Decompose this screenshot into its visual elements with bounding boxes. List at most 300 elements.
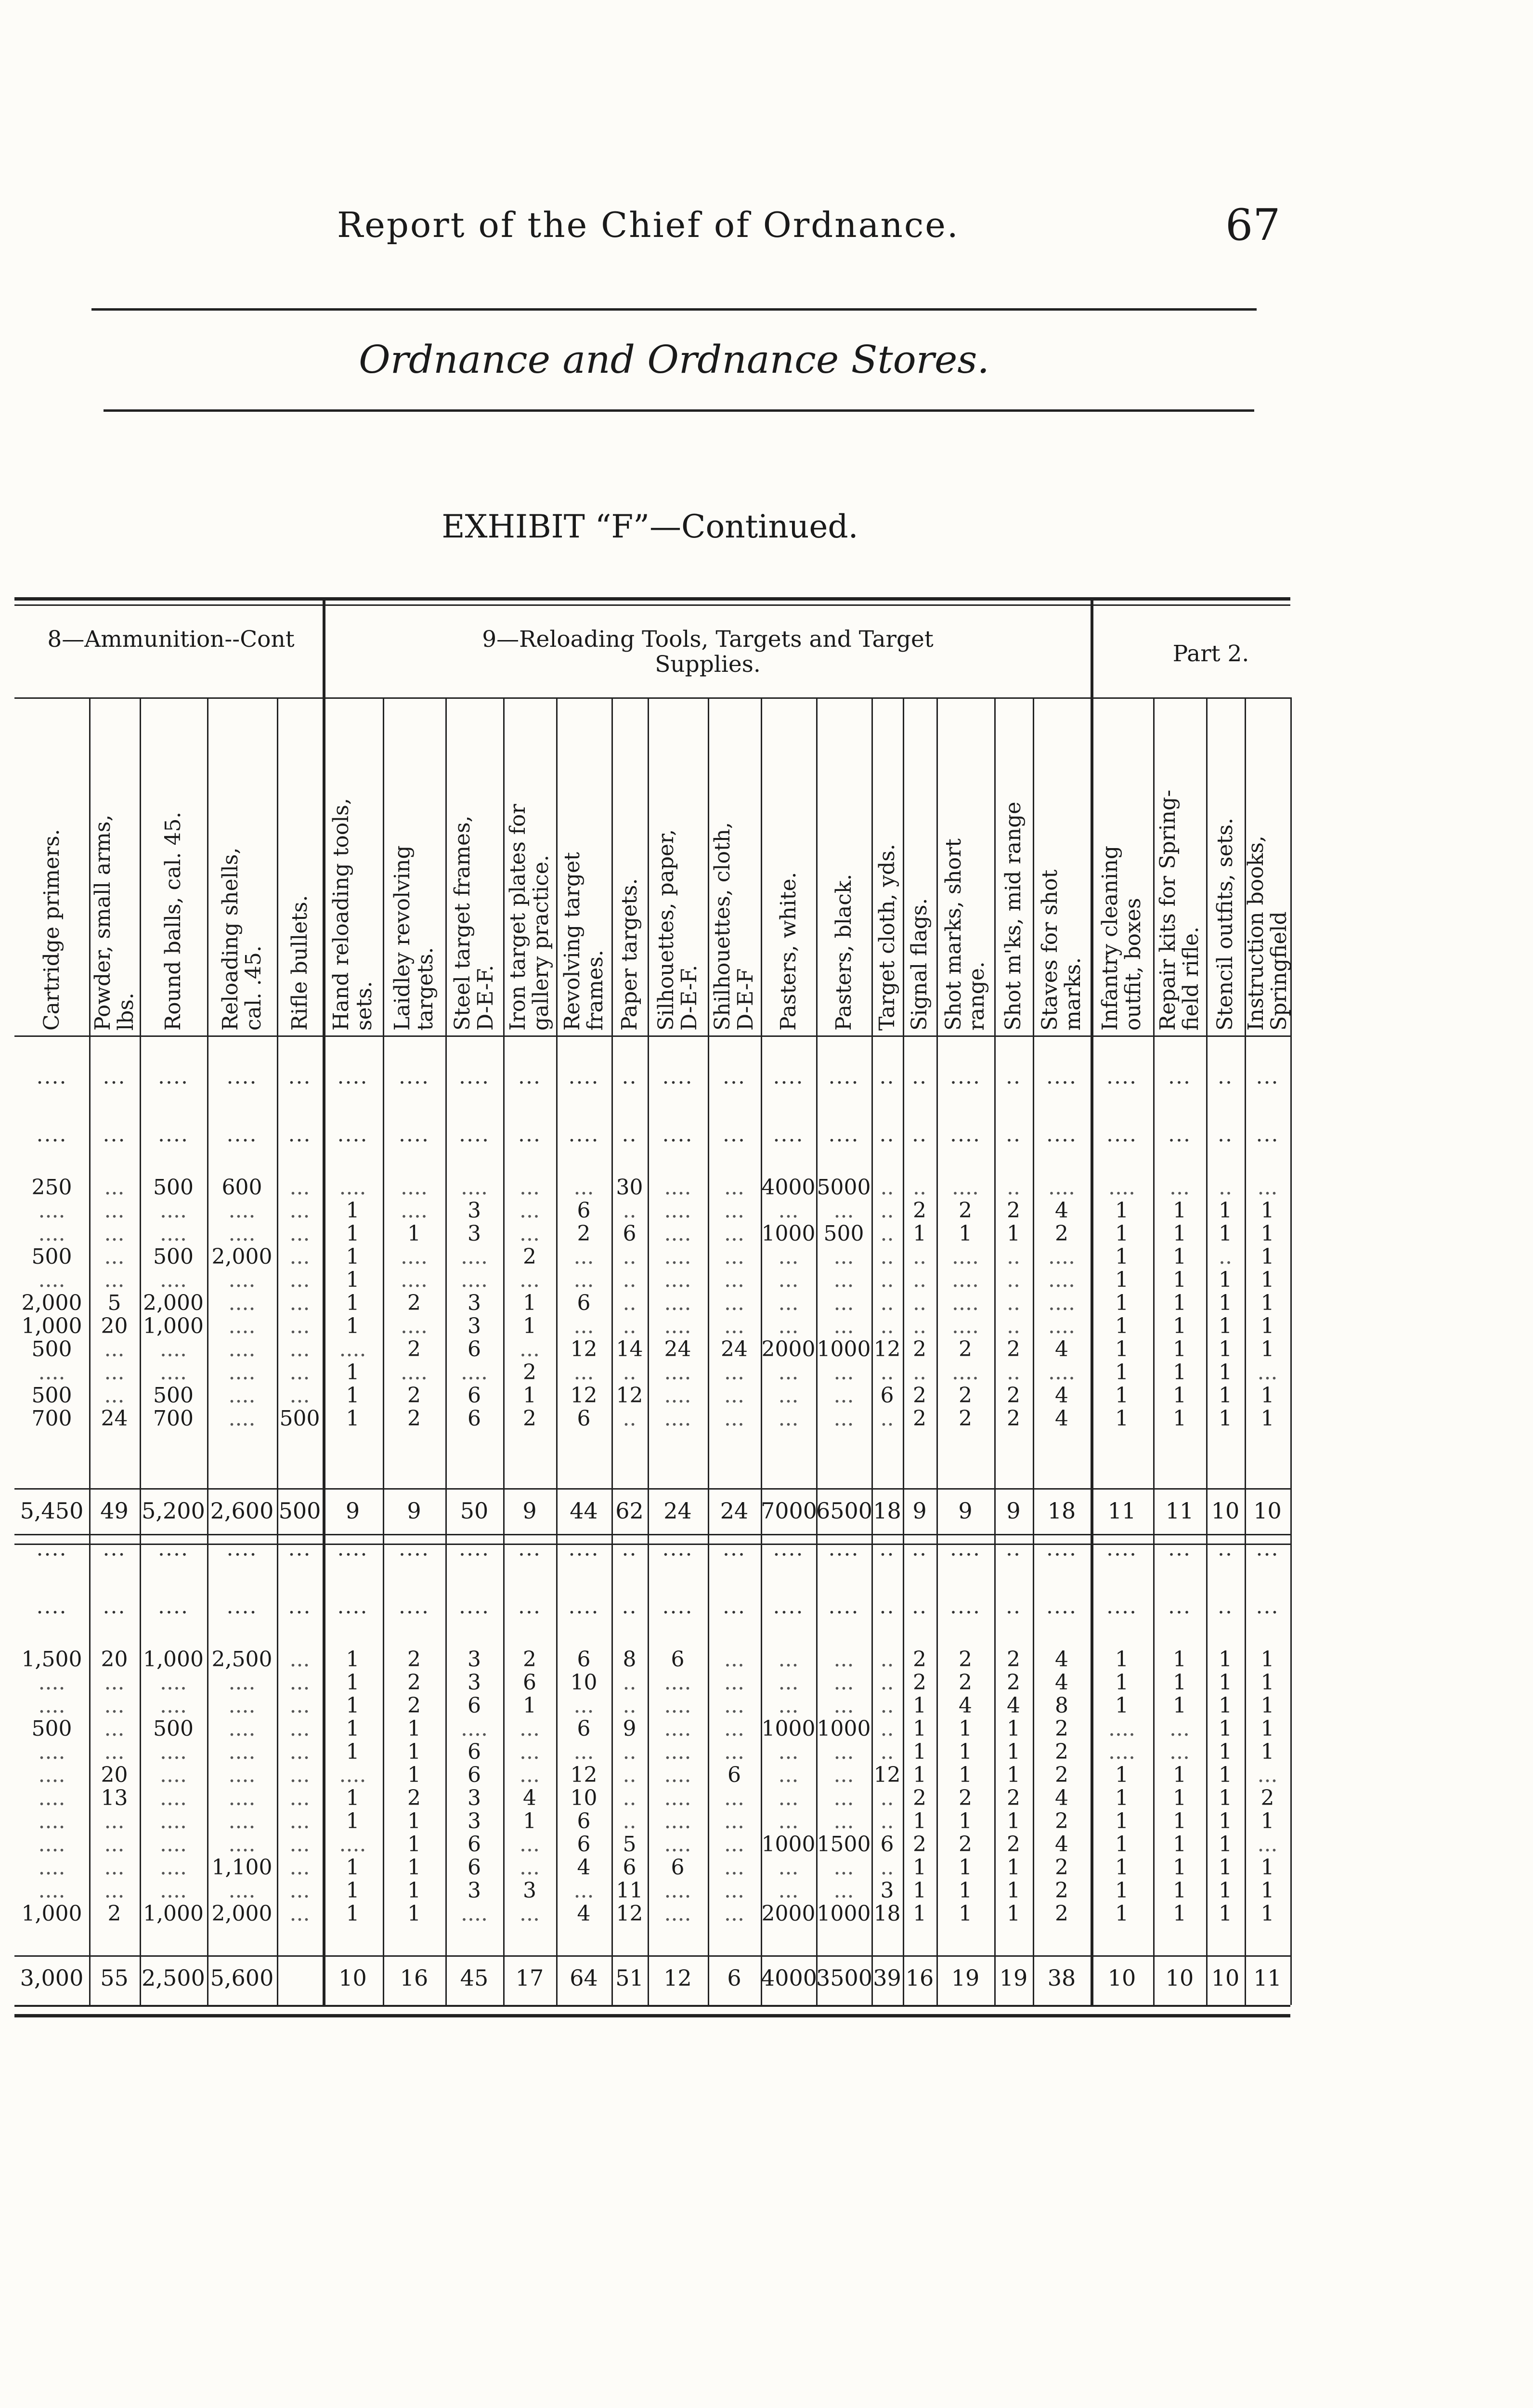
placeholder-dots: .. [879, 1594, 895, 1619]
total-cell: 2,600 [210, 1498, 274, 1524]
table-cell: ... [289, 1670, 310, 1695]
table-cell: ... [289, 1337, 310, 1361]
table-cell: 1 [1219, 1716, 1232, 1741]
table-cell: 6 [880, 1832, 894, 1857]
table-cell: ... [289, 1175, 310, 1200]
placeholder-dots: .... [1046, 1064, 1077, 1089]
table-cell: 1 [1219, 1855, 1232, 1880]
column-heading-line2: D-E-F. [473, 965, 498, 1031]
placeholder-dots: .. [912, 1594, 927, 1619]
table-cell: ... [833, 1693, 854, 1718]
total-cell: 9 [407, 1498, 421, 1524]
table-cell: 1 [346, 1198, 360, 1223]
table-cell: ... [1169, 1740, 1190, 1764]
table-cell: ... [778, 1198, 799, 1223]
placeholder-dots: .... [950, 1594, 981, 1619]
placeholder-dots: .. [622, 1536, 637, 1561]
table-cell: ... [724, 1670, 744, 1695]
table-cell: 1 [1115, 1221, 1129, 1246]
table-cell: ... [833, 1198, 854, 1223]
table-cell: 3 [880, 1878, 894, 1903]
table-cell: ... [778, 1647, 799, 1672]
table-cell: 12 [570, 1337, 598, 1361]
table-cell: 1 [346, 1716, 360, 1741]
table-cell: 1 [1219, 1337, 1232, 1361]
table-cell: .. [880, 1786, 894, 1810]
table-cell: .. [1007, 1360, 1020, 1385]
table-cell: 1 [1173, 1221, 1186, 1246]
table-cell: ... [520, 1716, 540, 1741]
table-cell: 1 [1007, 1740, 1020, 1764]
column-heading-line2: Springfield [1266, 911, 1291, 1031]
group-underline [14, 697, 1290, 699]
total-cell: 19 [951, 1965, 980, 1991]
table-cell: ... [520, 1901, 540, 1926]
table-cell: 1 [913, 1809, 926, 1833]
table-cell: 6 [577, 1406, 591, 1431]
table-cell: ... [104, 1716, 125, 1741]
table-cell: .... [1048, 1314, 1075, 1338]
table-cell: .... [952, 1360, 979, 1385]
table-cell: 2 [1007, 1337, 1020, 1361]
table-cell: .... [664, 1716, 691, 1741]
table-cell: .. [1007, 1244, 1020, 1269]
table-cell: 1 [1173, 1809, 1186, 1833]
table-cell: 1 [407, 1221, 421, 1246]
table-cell: .... [160, 1221, 187, 1246]
table-cell: 1 [1173, 1406, 1186, 1431]
table-cell: .. [880, 1360, 894, 1385]
placeholder-dots: .... [773, 1536, 804, 1561]
placeholder-dots: .... [36, 1064, 67, 1089]
table-cell: ... [778, 1314, 799, 1338]
column-heading-line1: Pasters, white. [776, 872, 801, 1031]
table-cell: 1 [913, 1716, 926, 1741]
table-cell: 1 [1260, 1647, 1274, 1672]
table-cell: .. [913, 1314, 926, 1338]
table-cell: ... [520, 1268, 540, 1292]
table-cell: 6 [468, 1763, 481, 1787]
column-heading-line1: Repair kits for Spring- [1156, 789, 1180, 1031]
table-cell: 1 [523, 1693, 536, 1718]
table-cell: ... [289, 1314, 310, 1338]
table-cell: ... [520, 1175, 540, 1200]
table-cell: .... [664, 1878, 691, 1903]
table-cell: ... [104, 1383, 125, 1408]
placeholder-dots: ... [723, 1122, 746, 1147]
table-cell: 1 [1260, 1268, 1274, 1292]
table-cell: 1 [1173, 1693, 1186, 1718]
table-cell: 1 [1173, 1647, 1186, 1672]
total-cell: 10 [1211, 1498, 1240, 1524]
placeholder-dots: .... [399, 1064, 429, 1089]
table-cell: ... [778, 1763, 799, 1787]
table-cell: 1 [1173, 1901, 1186, 1926]
table-cell: 1 [1219, 1763, 1232, 1787]
placeholder-dots: .... [158, 1064, 189, 1089]
table-cell: .... [228, 1221, 256, 1246]
table-cell: 24 [101, 1406, 128, 1431]
table-cell: 1 [346, 1360, 360, 1385]
table-cell: 1 [1115, 1878, 1129, 1903]
table-cell: ... [833, 1809, 854, 1833]
placeholder-dots: ... [288, 1122, 312, 1147]
table-cell: 4000 [761, 1175, 816, 1200]
table-cell: 6 [577, 1291, 591, 1315]
placeholder-dots: ... [103, 1064, 126, 1089]
placeholder-dots: .... [226, 1594, 258, 1619]
table-cell: 1 [407, 1809, 421, 1833]
table-cell: ... [573, 1268, 594, 1292]
table-cell: 4 [1055, 1670, 1068, 1695]
table-cell: 1 [1115, 1383, 1129, 1408]
table-cell: 6 [623, 1855, 637, 1880]
placeholder-dots: ... [1168, 1536, 1191, 1561]
table-cell: 2 [407, 1647, 421, 1672]
table-cell: 1 [1173, 1832, 1186, 1857]
table-cell: ... [1169, 1716, 1190, 1741]
column-heading-line2: D-E-F. [676, 965, 702, 1031]
table-cell: 2 [407, 1337, 421, 1361]
column-heading-line1: Shot m'ks, mid range [1001, 801, 1026, 1031]
table-cell: .... [38, 1740, 65, 1764]
table-cell: ... [724, 1268, 744, 1292]
placeholder-dots: .... [36, 1122, 67, 1147]
table-cell: ... [724, 1878, 744, 1903]
column-heading-line1: Staves for shot [1038, 869, 1062, 1031]
group-reloading-line2: Supplies. [655, 651, 761, 678]
table-cell: 6 [577, 1647, 591, 1672]
running-title: Report of the Chief of Ordnance. [337, 205, 960, 245]
table-cell: 4 [1055, 1198, 1068, 1223]
table-cell: .... [160, 1268, 187, 1292]
column-heading-line1: Infantry cleaning [1098, 845, 1122, 1031]
table-cell: ... [778, 1291, 799, 1315]
table-cell: .... [664, 1198, 691, 1223]
table-cell: 2 [913, 1832, 926, 1857]
table-cell: 1 [959, 1809, 972, 1833]
table-cell: 2,500 [211, 1647, 273, 1672]
table-cell: ... [289, 1693, 310, 1718]
placeholder-dots: ... [723, 1536, 746, 1561]
column-heading-line2: gallery practice. [529, 855, 553, 1031]
table-cell: ... [289, 1786, 310, 1810]
table-cell: ... [833, 1244, 854, 1269]
column-heading-line1: Steel target frames, [450, 815, 475, 1031]
table-cell: ... [724, 1740, 744, 1764]
table-cell: .... [38, 1832, 65, 1857]
table-cell: 4 [1055, 1337, 1068, 1361]
table-cell: 1 [1260, 1809, 1274, 1833]
table-cell: 1 [346, 1878, 360, 1903]
placeholder-dots: ... [103, 1122, 126, 1147]
table-cell: ... [104, 1855, 125, 1880]
table-cell: .. [623, 1693, 637, 1718]
table-cell: .... [38, 1878, 65, 1903]
table-cell: .... [228, 1716, 256, 1741]
table-cell: .. [880, 1855, 894, 1880]
table-cell: 1 [1115, 1809, 1129, 1833]
table-cell: 1 [1115, 1901, 1129, 1926]
table-cell: 1 [346, 1291, 360, 1315]
table-cell: .. [880, 1809, 894, 1833]
placeholder-dots: .... [36, 1536, 67, 1561]
placeholder-dots: ... [1168, 1122, 1191, 1147]
table-cell: 250 [31, 1175, 72, 1200]
table-cell: 1 [1115, 1314, 1129, 1338]
table-cell: ... [724, 1855, 744, 1880]
table-cell: 11 [616, 1878, 643, 1903]
table-cell: 2 [1007, 1406, 1020, 1431]
table-cell: ... [833, 1855, 854, 1880]
table-cell: 1 [407, 1901, 421, 1926]
table-cell: 1 [346, 1221, 360, 1246]
placeholder-dots: .... [568, 1594, 599, 1619]
table-cell: .... [160, 1878, 187, 1903]
table-cell: 4 [577, 1855, 591, 1880]
table-cell: 1 [1173, 1314, 1186, 1338]
table-cell: .... [228, 1809, 256, 1833]
table-cell: ... [724, 1221, 744, 1246]
placeholder-dots: .... [1106, 1122, 1137, 1147]
table-cell: 1 [1260, 1670, 1274, 1695]
table-cell: 1 [1219, 1740, 1232, 1764]
table-cell: .. [1219, 1175, 1232, 1200]
table-cell: .. [1219, 1244, 1232, 1269]
table-cell: 30 [616, 1175, 643, 1200]
table-cell: 1 [1173, 1268, 1186, 1292]
total-cell: 45 [460, 1965, 489, 1991]
table-cell: .... [664, 1740, 691, 1764]
placeholder-dots: .... [337, 1594, 368, 1619]
table-cell: 2 [959, 1406, 972, 1431]
table-cell: 2 [1007, 1198, 1020, 1223]
table-cell: ... [1169, 1175, 1190, 1200]
total-cell: 5,200 [142, 1498, 205, 1524]
table-cell: 1 [346, 1383, 360, 1408]
table-cell: 1 [1260, 1855, 1274, 1880]
table-cell: 2 [523, 1244, 536, 1269]
table-cell: ... [573, 1878, 594, 1903]
column-heading-line2: outfit, boxes [1121, 898, 1145, 1031]
table-cell: ... [833, 1878, 854, 1903]
table-cell: ... [833, 1291, 854, 1315]
placeholder-dots: ... [1256, 1064, 1279, 1089]
table-cell: 500 [153, 1244, 194, 1269]
table-cell: 1 [1115, 1244, 1129, 1269]
table-cell: 500 [823, 1221, 864, 1246]
placeholder-dots: .... [773, 1122, 804, 1147]
table-cell: 1 [346, 1901, 360, 1926]
table-cell: .. [623, 1786, 637, 1810]
table-cell: .... [401, 1198, 428, 1223]
column-heading-line1: Iron target plates for [506, 804, 530, 1031]
table-cell: .... [664, 1832, 691, 1857]
table-cell: 2 [107, 1901, 121, 1926]
table-cell: 1 [1173, 1670, 1186, 1695]
table-cell: ... [778, 1268, 799, 1292]
table-cell: .... [664, 1360, 691, 1385]
table-cell: ... [104, 1693, 125, 1718]
table-cell: 1 [1007, 1763, 1020, 1787]
table-cell: 18 [873, 1901, 901, 1926]
table-cell: 3 [468, 1878, 481, 1903]
table-cell: .. [880, 1693, 894, 1718]
placeholder-dots: ... [288, 1064, 312, 1089]
table-cell: 2 [407, 1670, 421, 1695]
table-cell: 1 [1260, 1878, 1274, 1903]
table-cell: 2 [1007, 1670, 1020, 1695]
table-cell: 1,500 [21, 1647, 82, 1672]
placeholder-dots: ... [103, 1536, 126, 1561]
table-cell: .... [401, 1244, 428, 1269]
table-cell: ... [104, 1198, 125, 1223]
table-cell: .. [623, 1763, 637, 1787]
table-cell: 6 [880, 1383, 894, 1408]
table-cell: .... [339, 1175, 366, 1200]
group-ammunition: 8—Ammunition--Cont [47, 626, 295, 653]
table-cell: 500 [31, 1337, 72, 1361]
total-cell: 62 [615, 1498, 644, 1524]
table-cell: .... [38, 1360, 65, 1385]
total-cell: 500 [278, 1498, 321, 1524]
table-cell: ... [724, 1647, 744, 1672]
column-heading-line2: sets. [351, 981, 377, 1031]
table-cell: 3 [523, 1878, 536, 1903]
table-cell: 1 [913, 1693, 926, 1718]
table-cell: 2 [959, 1670, 972, 1695]
column-heading-line1: Cartridge primers. [39, 829, 64, 1031]
table-cell: ... [104, 1878, 125, 1903]
placeholder-dots: ... [723, 1064, 746, 1089]
table-cell: 12 [570, 1383, 598, 1408]
placeholder-dots: .... [950, 1122, 981, 1147]
table-cell: 1 [1115, 1360, 1129, 1385]
table-cell: 1 [1115, 1670, 1129, 1695]
table-cell: 2 [959, 1383, 972, 1408]
table-cell: ... [520, 1763, 540, 1787]
table-cell: 3 [468, 1221, 481, 1246]
total-cell: 4000 [761, 1965, 818, 1991]
table-cell: ... [520, 1337, 540, 1361]
table-cell: 12 [570, 1763, 598, 1787]
table-cell: ... [573, 1244, 594, 1269]
table-cell: ... [724, 1406, 744, 1431]
placeholder-dots: .... [568, 1064, 599, 1089]
placeholder-dots: .. [879, 1536, 895, 1561]
table-cell: 2 [959, 1832, 972, 1857]
table-cell: 600 [221, 1175, 262, 1200]
column-heading-line2: D-E-F [733, 968, 758, 1031]
table-cell: ... [833, 1383, 854, 1408]
table-cell: 1 [346, 1314, 360, 1338]
table-cell: 1 [523, 1314, 536, 1338]
placeholder-dots: .... [1106, 1064, 1137, 1089]
table-cell: .... [461, 1175, 488, 1200]
total-cell: 50 [460, 1498, 489, 1524]
table-cell: 1 [913, 1763, 926, 1787]
table-cell: 1 [346, 1855, 360, 1880]
placeholder-dots: .... [828, 1594, 859, 1619]
table-cell: .... [38, 1221, 65, 1246]
table-cell: .... [664, 1901, 691, 1926]
placeholder-dots: ... [1256, 1122, 1279, 1147]
table-cell: 1 [1115, 1337, 1129, 1361]
table-cell: .... [952, 1244, 979, 1269]
table-cell: .... [228, 1740, 256, 1764]
placeholder-dots: .... [828, 1064, 859, 1089]
table-cell: 1 [523, 1291, 536, 1315]
table-cell: .... [38, 1268, 65, 1292]
table-cell: 2,000 [21, 1291, 82, 1315]
table-cell: ... [289, 1809, 310, 1833]
placeholder-dots: ... [288, 1594, 312, 1619]
table-cell: 1 [407, 1832, 421, 1857]
table-cell: ... [778, 1670, 799, 1695]
table-cell: .... [952, 1268, 979, 1292]
table-cell: ... [724, 1809, 744, 1833]
total-cell: 17 [515, 1965, 544, 1991]
table-cell: .... [461, 1360, 488, 1385]
table-cell: 1 [1173, 1360, 1186, 1385]
table-cell: ... [520, 1221, 540, 1246]
table-cell: ... [289, 1291, 310, 1315]
table-cell: 1 [959, 1878, 972, 1903]
table-cell: 1 [523, 1383, 536, 1408]
placeholder-dots: ... [288, 1536, 312, 1561]
table-heavy-rule [14, 2005, 1290, 2007]
table-cell: .. [913, 1360, 926, 1385]
table-cell: 2 [577, 1221, 591, 1246]
total-cell: 11 [1253, 1965, 1282, 1991]
table-cell: ... [520, 1832, 540, 1857]
subtotal-rule [14, 1488, 1290, 1490]
table-cell: 500 [153, 1383, 194, 1408]
table-cell: ... [289, 1221, 310, 1246]
table-cell: 1 [913, 1855, 926, 1880]
total-cell: 24 [663, 1498, 692, 1524]
table-cell: 2 [1055, 1221, 1068, 1246]
column-heading-line1: Laidley revolving [390, 845, 415, 1031]
column-heading-line2: field rifle. [1179, 926, 1203, 1031]
placeholder-dots: .. [622, 1064, 637, 1089]
table-cell: ... [573, 1360, 594, 1385]
total-cell: 64 [570, 1965, 598, 1991]
table-cell: 12 [616, 1383, 643, 1408]
column-heading-line1: Reloading shells, [218, 847, 243, 1031]
table-cell: 1 [346, 1244, 360, 1269]
table-cell: ... [1257, 1763, 1278, 1787]
total-cell: 18 [1047, 1498, 1076, 1524]
table-cell: 2 [959, 1647, 972, 1672]
table-cell: 2 [913, 1337, 926, 1361]
table-cell: .... [664, 1763, 691, 1787]
table-cell: 1 [1260, 1221, 1274, 1246]
table-cell: .. [880, 1716, 894, 1741]
table-cell: .. [880, 1268, 894, 1292]
placeholder-dots: .. [1218, 1536, 1233, 1561]
table-cell: 1 [1173, 1763, 1186, 1787]
table-cell: ... [833, 1268, 854, 1292]
total-cell: 10 [1211, 1965, 1240, 1991]
table-cell: 2 [959, 1198, 972, 1223]
total-cell: 7000 [761, 1498, 818, 1524]
table-cell: .. [623, 1198, 637, 1223]
table-cell: 2 [913, 1786, 926, 1810]
table-cell: 1 [959, 1221, 972, 1246]
column-heading-line2: marks. [1061, 957, 1085, 1031]
table-cell: .... [401, 1314, 428, 1338]
